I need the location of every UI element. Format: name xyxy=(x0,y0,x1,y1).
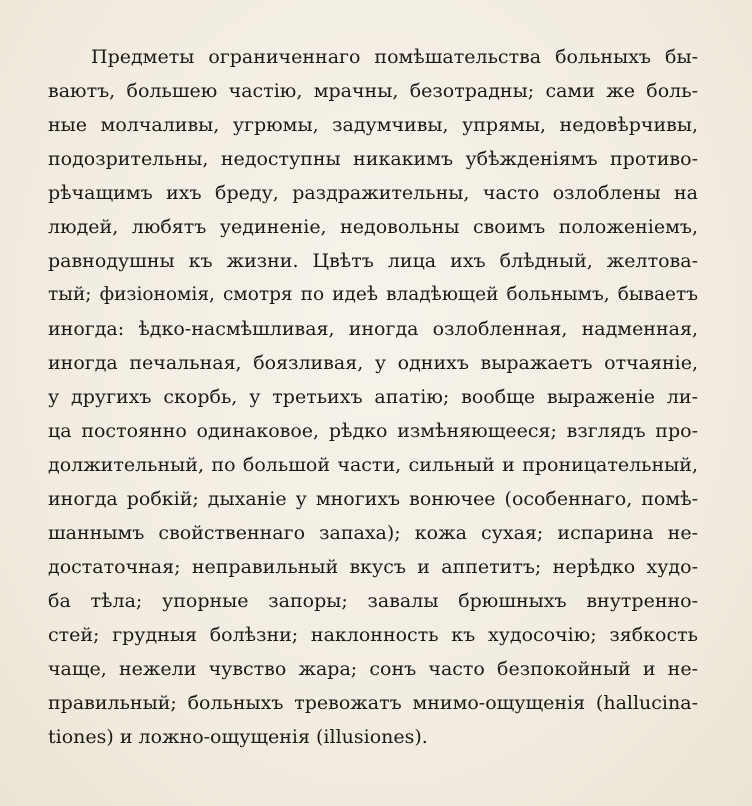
text-line: людей, любятъ уединеніе, недовольны своимъ положеніемъ, xyxy=(48,216,698,238)
text-line: достаточная; неправильный вкусъ и аппетитъ; нерѣдко худо- xyxy=(48,556,698,578)
text-line: ба тѣла; упорные запоры; завалы брюшныхъ внутренно- xyxy=(48,590,698,612)
text-line: иногда печальная, боязливая, у однихъ выражаетъ отчаяніе, xyxy=(48,352,698,374)
text-line: рѣчащимъ ихъ бреду, раздражительны, часто озлоблены на xyxy=(48,182,698,204)
text-line: равнодушны къ жизни. Цвѣтъ лица ихъ блѣдный, желтова- xyxy=(48,250,698,272)
text-line: ваютъ, большею частію, мрачны, безотрадны; сами же боль- xyxy=(48,80,698,102)
text-line: Предметы ограниченнаго помѣшательства больныхъ бы- xyxy=(91,46,698,68)
text-line: подозрительны, недоступны никакимъ убѣжденіямъ противо- xyxy=(48,148,698,170)
text-line: тый; физіономія, смотря по идеѣ владѣющей больнымъ, бываетъ xyxy=(48,284,698,305)
text-line: должительный, по большой части, сильный и проницательный, xyxy=(48,454,698,476)
paragraph xyxy=(48,40,698,754)
text-line: ные молчаливы, угрюмы, задумчивы, упрямы, недовѣрчивы, xyxy=(48,114,698,136)
text-line: у другихъ скорбь, у третьихъ апатію; вообще выраженіе ли- xyxy=(48,386,698,408)
text-line: чаще, нежели чувство жара; сонъ часто безпокойный и не- xyxy=(48,658,698,680)
text-line: иногда робкій; дыханіе у многихъ вонючее (особеннаго, помѣ- xyxy=(48,488,698,510)
text-line: шаннымъ свойственнаго запаха); кожа сухая; испарина не- xyxy=(48,522,698,544)
text-line: ца постоянно одинаковое, рѣдко измѣняющееся; взглядъ про- xyxy=(48,420,698,442)
text-line: tiones) и ложно-ощущенія (illusiones). xyxy=(48,726,428,748)
text-line: стей; грудныя болѣзни; наклонность къ худосочію; зябкость xyxy=(48,624,698,646)
text-line: правильный; больныхъ тревожатъ мнимо-ощущенія (hallucina- xyxy=(48,692,698,714)
text-line: иногда: ѣдко-насмѣшливая, иногда озлобленная, надменная, xyxy=(48,318,698,340)
